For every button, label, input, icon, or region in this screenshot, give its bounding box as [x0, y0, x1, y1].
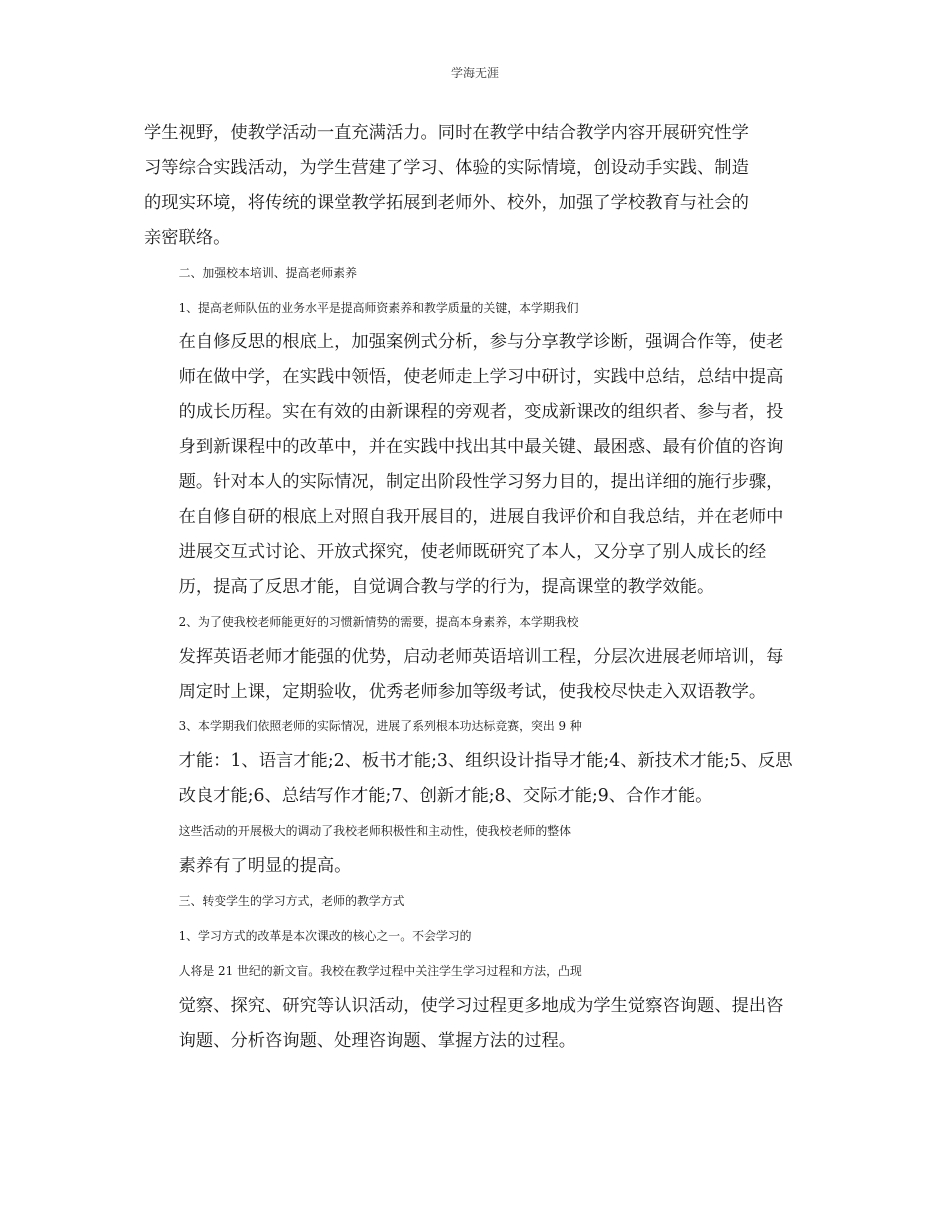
text-line: 学生视野，使教学活动一直充满活力。同时在教学中结合教学内容开展研究性学 — [144, 123, 749, 143]
paragraph — [144, 884, 806, 919]
text-line: 三、转变学生的学习方式，老师的教学方式 — [178, 893, 405, 908]
text-line: 的现实环境，将传统的课堂教学拓展到老师外、校外，加强了学校教育与社会的 — [144, 192, 749, 213]
text-line: 1、学习方式的改革是本次课改的核心之一。不会学习的 — [178, 928, 472, 943]
document-body — [144, 116, 806, 1058]
text-line: 询题、分析咨询题、处理咨询题、掌握方法的过程。 — [178, 1030, 577, 1051]
text-line: 进展交互式讨论、开放式探究，使老师既研究了本人，又分享了别人成长的经 — [178, 541, 767, 562]
text-line: 这些活动的开展极大的调动了我校老师积极性和主动性，使我校老师的整体 — [178, 824, 571, 839]
text-line: 发挥英语老师才能强的优势，启动老师英语培训工程，分层次进展老师培训，每 — [178, 646, 784, 667]
paragraph — [144, 814, 806, 884]
paragraph — [144, 116, 806, 256]
paragraph — [144, 709, 806, 814]
text-line: 人将是 21 世纪的新文盲。我校在教学过程中关注学生学习过程和方法，凸现 — [178, 963, 582, 978]
text-line: 二、加强校本培训、提高老师素养 — [178, 265, 357, 280]
text-line: 周定时上课，定期验收，优秀老师参加等级考试，使我校尽快走入双语教学。 — [178, 681, 767, 702]
paragraph — [144, 291, 806, 605]
text-line: 1、提高老师队伍的业务水平是提高师资素养和教学质量的关键，本学期我们 — [178, 300, 579, 315]
text-line: 的成长历程。实在有效的由新课程的旁观者，变成新课改的组织者、参与者，投 — [178, 402, 784, 423]
text-line: 才能：1、语言才能;2、板书才能;3、组织设计指导才能;4、新技术才能;5、反思 — [178, 751, 793, 772]
text-line: 身到新课程中的改革中，并在实践中找出其中最关键、最困惑、最有价值的咨询 — [178, 437, 784, 458]
paragraph — [144, 605, 806, 710]
text-line: 改良才能;6、总结写作才能;7、创新才能;8、交际才能;9、合作才能。 — [178, 786, 713, 807]
text-line: 3、本学期我们依照老师的实际情况，进展了系列根本功达标竞赛，突出 9 种 — [178, 719, 582, 734]
paragraph — [144, 256, 806, 291]
text-line: 题。针对本人的实际情况，制定出阶段性学习努力目的，提出详细的施行步骤， — [178, 472, 784, 493]
text-line: 觉察、探究、研究等认识活动，使学习过程更多地成为学生觉察咨询题、提出咨 — [178, 995, 784, 1016]
text-line: 2、为了使我校老师能更好的习惯新情势的需要，提高本身素养，本学期我校 — [178, 614, 579, 629]
text-line: 师在做中学，在实践中领悟，使老师走上学习中研讨，实践中总结，总结中提高 — [178, 367, 784, 388]
page-header: 学海无涯 — [450, 66, 499, 80]
text-line: 历，提高了反思才能，自觉调合教与学的行为，提高课堂的教学效能。 — [178, 576, 715, 597]
text-line: 在自修反思的根底上，加强案例式分析，参与分享教学诊断，强调合作等，使老 — [178, 332, 784, 353]
paragraph — [144, 954, 806, 1059]
text-line: 素养有了明显的提高。 — [178, 856, 352, 877]
text-line: 习等综合实践活动，为学生营建了学习、体验的实际情境，创设动手实践、制造 — [144, 157, 749, 178]
paragraph — [144, 919, 806, 954]
text-line: 在自修自研的根底上对照自我开展目的，进展自我评价和自我总结，并在老师中 — [178, 506, 784, 527]
text-line: 亲密联络。 — [144, 227, 231, 248]
